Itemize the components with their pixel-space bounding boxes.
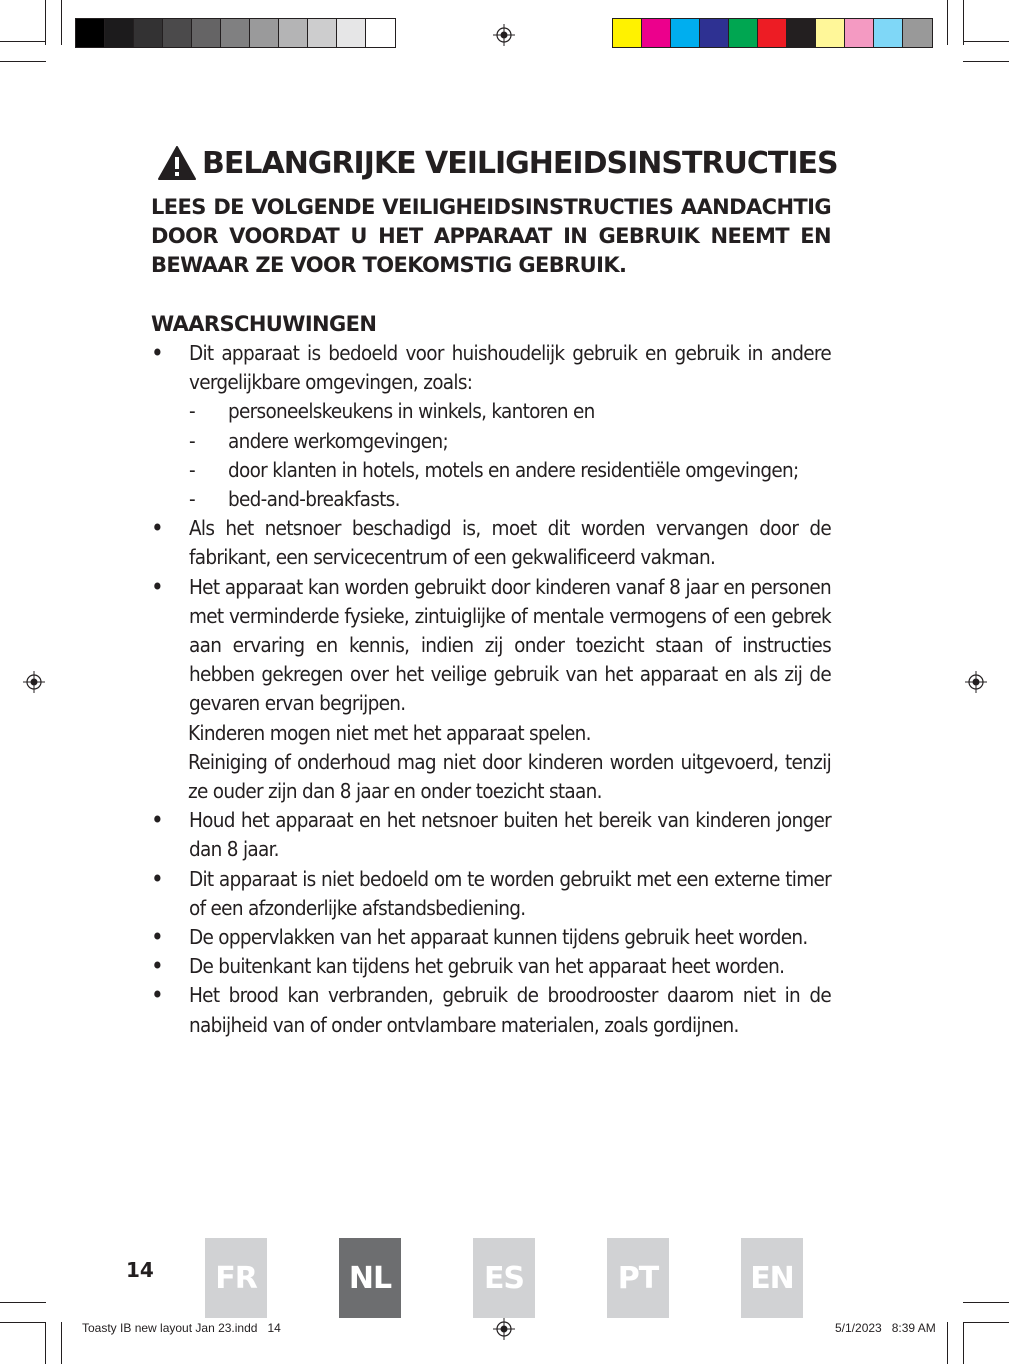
crop-mark: [0, 1322, 46, 1323]
color-swatch: [337, 19, 366, 47]
color-swatch: [874, 19, 903, 47]
bullet: •: [151, 514, 164, 543]
crop-mark: [947, 0, 948, 45]
language-tab-nl[interactable]: NL: [339, 1238, 401, 1318]
crop-mark: [61, 1322, 62, 1364]
warning-triangle-icon: [158, 146, 196, 180]
crop-mark: [947, 1322, 948, 1364]
crop-mark: [963, 1302, 1009, 1303]
bullet: •: [151, 864, 164, 893]
list-item-text: Dit apparaat is niet bedoeld om te worden gebruikt met een externe timer of een afzonderlijke afstandsbediening.: [189, 866, 831, 920]
list-item-text: Houd het apparaat en het netsnoer buiten het bereik van kinderen jonger dan 8 jaar.: [189, 808, 831, 862]
list-item-text: De oppervlakken van het apparaat kunnen tijdens gebruik heet worden.: [189, 925, 808, 950]
intro-line: DOOR VOORDAT U HET APPARAAT IN GEBRUIK NEEMT EN: [151, 224, 831, 248]
color-swatch: [76, 19, 105, 47]
list-item: [151, 514, 831, 572]
color-swatch: [671, 19, 700, 47]
color-swatch: [700, 19, 729, 47]
slug-file-info: Toasty IB new layout Jan 23.indd 14: [82, 1321, 281, 1335]
intro-line: LEES DE VOLGENDE VEILIGHEIDSINSTRUCTIES AANDACHTIG: [151, 195, 831, 219]
process-color-bar: [612, 18, 933, 48]
list-item: [151, 806, 831, 864]
list-item-text: De buitenkant kan tijdens het gebruik van het apparaat heet worden.: [189, 954, 785, 979]
page-title: [158, 140, 838, 186]
list-item: [151, 952, 831, 981]
bullet: •: [151, 806, 164, 835]
list-item: [151, 923, 831, 952]
language-tab-es[interactable]: ES: [473, 1238, 535, 1318]
list-item: [151, 981, 831, 1039]
color-swatch: [308, 19, 337, 47]
color-swatch: [105, 19, 134, 47]
list-item-paragraph: Kinderen mogen niet met het apparaat spelen.: [188, 720, 591, 745]
list-item: [151, 339, 831, 397]
crop-mark: [61, 0, 62, 45]
color-swatch: [134, 19, 163, 47]
list-item-text: Als het netsnoer beschadigd is, moet dit worden vervangen door de fabrikant, een servicecentrum of een gekwalificeerd vakman.: [189, 516, 831, 570]
crop-mark: [963, 0, 964, 45]
registration-mark-icon: [493, 1318, 515, 1340]
color-swatch: [729, 19, 758, 47]
sub-item-text: personeelskeukens in winkels, kantoren en: [228, 399, 595, 424]
crop-mark: [0, 41, 46, 42]
sub-list-item: - andere werkomgevingen;: [189, 428, 448, 453]
bullet: •: [151, 952, 164, 981]
color-swatch: [845, 19, 874, 47]
intro-text: [151, 193, 831, 280]
registration-mark-icon: [965, 671, 987, 693]
list-item-text: Dit apparaat is bedoeld voor huishoudelijk gebruik en gebruik in andere vergelijkbare omgevingen, zoals:: [189, 341, 831, 395]
crop-mark: [963, 1322, 1009, 1323]
color-swatch: [903, 19, 932, 47]
warnings-list: [151, 339, 831, 1040]
list-item-text: Het apparaat kan worden gebruikt door kinderen vanaf 8 jaar en personen met verminderde fysieke, zintuiglijke of mentale vermogens of een gebrek aan ervaring en kennis, indien zij onder toezicht staan of instructies hebben gekregen over het veilige gebruik van het apparaat en als zij de gevaren ervan begrijpen.: [189, 574, 831, 716]
slug-date-info: 5/1/2023 8:39 AM: [835, 1321, 936, 1335]
color-swatch: [163, 19, 192, 47]
color-swatch: [758, 19, 787, 47]
language-tab-fr[interactable]: FR: [205, 1238, 267, 1318]
list-item: [151, 573, 831, 719]
title-text: BELANGRIJKE VEILIGHEIDSINSTRUCTIES: [202, 145, 838, 181]
color-swatch: [613, 19, 642, 47]
crop-mark: [963, 61, 1009, 62]
bullet: •: [151, 981, 164, 1010]
crop-mark: [963, 41, 1009, 42]
sub-list-item: - door klanten in hotels, motels en andere residentiële omgevingen;: [189, 457, 799, 482]
registration-mark-icon: [493, 24, 515, 46]
color-swatch: [250, 19, 279, 47]
sub-list-item: - bed-and-breakfasts.: [189, 487, 400, 512]
language-tab-en[interactable]: EN: [741, 1238, 803, 1318]
bullet: •: [151, 339, 164, 367]
color-swatch: [787, 19, 816, 47]
color-swatch: [366, 19, 395, 47]
crop-mark: [963, 1322, 964, 1364]
sub-item-text: andere werkomgevingen;: [228, 428, 448, 453]
intro-line: BEWAAR ZE VOOR TOEKOMSTIG GEBRUIK.: [151, 253, 627, 277]
color-swatch: [221, 19, 250, 47]
bullet: •: [151, 923, 164, 952]
crop-mark: [0, 61, 46, 62]
page-number: 14: [126, 1258, 154, 1282]
registration-mark-icon: [23, 671, 45, 693]
color-swatch: [192, 19, 221, 47]
color-swatch: [279, 19, 308, 47]
warnings-heading: WAARSCHUWINGEN: [151, 312, 377, 336]
bullet: •: [151, 572, 164, 601]
language-tab-pt[interactable]: PT: [607, 1238, 669, 1318]
color-swatch: [816, 19, 845, 47]
color-swatch: [642, 19, 671, 47]
crop-mark: [45, 1322, 46, 1364]
sub-list-item: - personeelskeukens in winkels, kantoren en: [189, 399, 595, 424]
list-item: [151, 865, 831, 923]
sub-item-text: bed-and-breakfasts.: [228, 487, 400, 512]
sub-item-text: door klanten in hotels, motels en andere residentiële omgevingen;: [228, 457, 799, 482]
list-item-paragraph: Reiniging of onderhoud mag niet door kinderen worden uitgevoerd, tenzij ze ouder zijn dan 8 jaar en onder toezicht staan.: [188, 749, 831, 804]
list-item-text: Het brood kan verbranden, gebruik de broodrooster daarom niet in de nabijheid van of onder ontvlambare materialen, zoals gordijnen.: [189, 983, 831, 1037]
gray-color-bar: [75, 18, 396, 48]
crop-mark: [0, 1302, 46, 1303]
crop-mark: [45, 0, 46, 45]
